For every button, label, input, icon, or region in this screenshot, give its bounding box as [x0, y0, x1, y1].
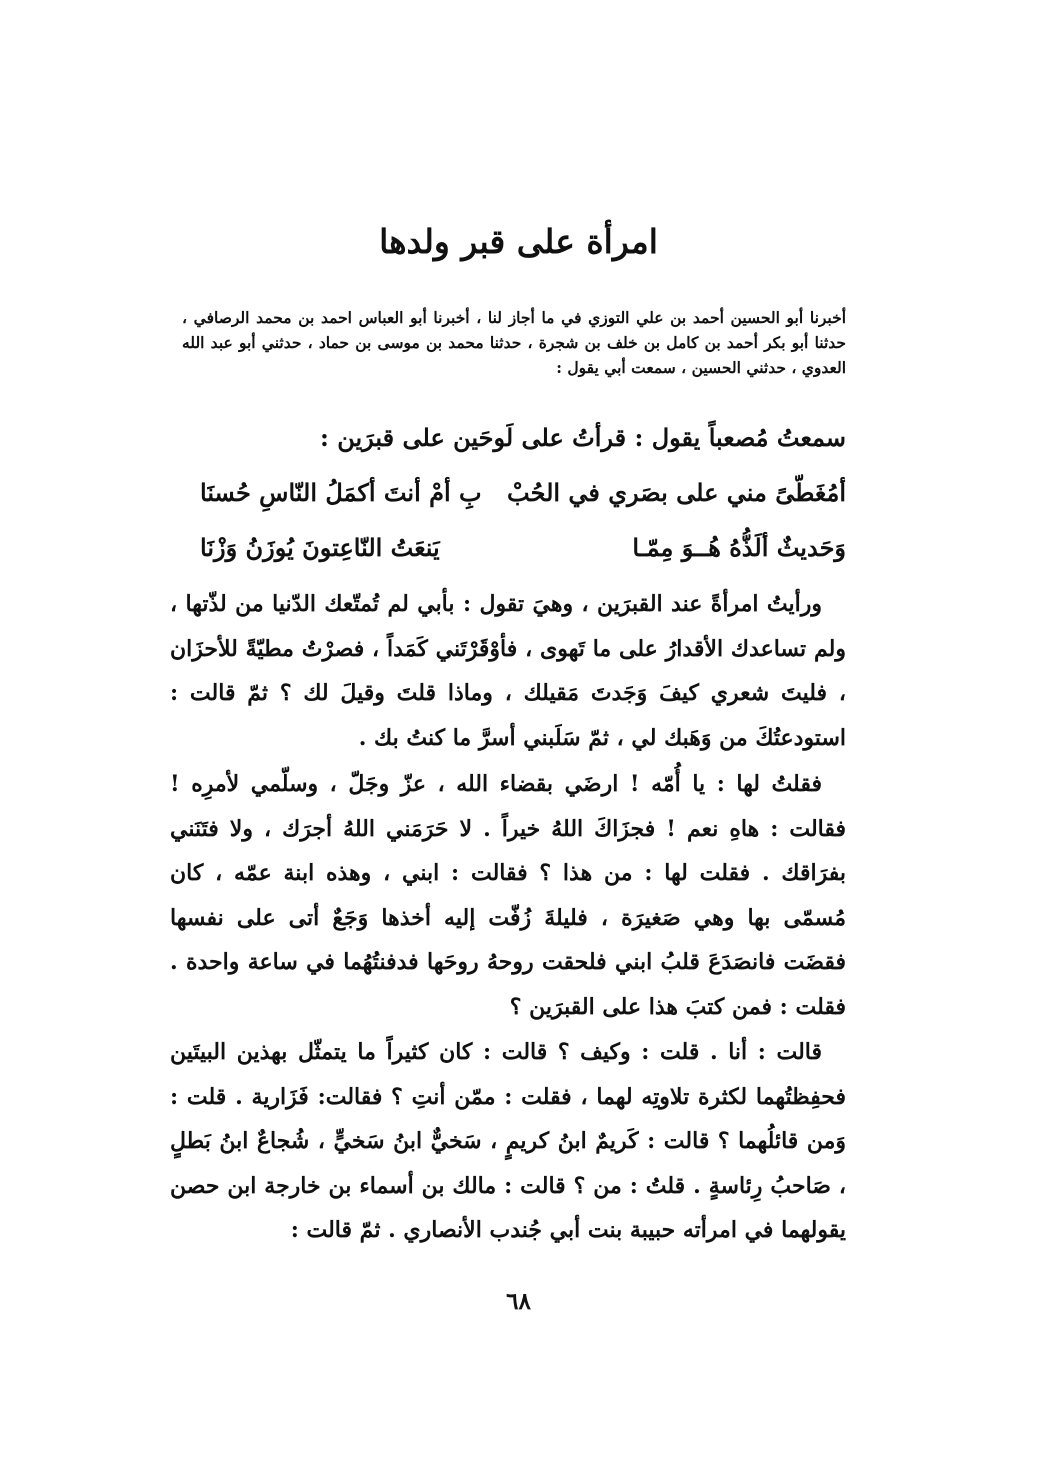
verse-second-hemistich: بِ أمْ أنتَ أكمَلُ النّاسِ حُسنَا: [200, 478, 482, 507]
body-paragraph: قالت : أنا . قلت : وكيف ؟ قالت : كان كثيراً ما يتمثّل بهذين البيتَين فحفِظتُهما لكثرة تلاوتِه لهما ، فقلت : ممّن أنتِ ؟ فقالت: فَزَارية . قلت : وَمن قائلُهما ؟ قالت : كَريمٌ ابنُ كريمٍ ، سَخيٌّ ابنُ سَخيٍّ ، شُجاعٌ ابنُ بَطلٍ ، صَاحبُ رِئاسةٍ . قلتُ : من ؟ قالت : مالك بن أسماء بن خارجة ابن حصن يقولهما في امرأته حبيبة بنت أبي جُندب الأنصاري . ثمّ قالت :: [170, 1039, 846, 1243]
poem-verse: [200, 523, 846, 573]
verse-second-hemistich: يَنعَتُ النّاعِتونَ يُوزَنُ وَزْنَا: [200, 533, 440, 562]
intro-line: سمعتُ مُصعباً يقول : قرأتُ على لَوحَين على قبرَين :: [320, 423, 846, 452]
body-paragraph: فقلتُ لها : يا أُمّه ! ارضَي بقضاء الله ، عزّ وجَلّ ، وسلّمي لأمرِه ! فقالت : هاهِ نعم ! فجزَاكَ اللهُ خيراً . لا حَرَمَني اللهُ أجرَك ، ولا فتَنَني بفرَاقك . فقلت لها : من هذا ؟ فقالت : ابني ، وهذه ابنة عمّه ، كان مُسمّى بها وهي صَغيرَة ، فليلةَ زُفّت إليه أخذها وَجَعٌ أتى على نفسها فقضَت فانصَدَعَ قلبُ ابني فلحقت روحهُ روحَها فدفنتُهُما في ساعة واحدة . فقلت : فمن كتبَ هذا على القبرَين ؟: [170, 771, 846, 1020]
verse-first-hemistich: أمُغَطّىً مني على بصَري في الحُبْ: [507, 478, 846, 507]
chapter-title: امرأة على قبر ولدها: [379, 222, 658, 261]
chain-of-narration: أخبرنا أبو الحسين أحمد بن علي التوزي في ما أجاز لنا ، أخبرنا أبو العباس احمد بن محمد الرصافي ، حدثنا أبو بكر أحمد بن كامل بن خلف بن شجرة ، حدثنا محمد بن موسى بن حماد ، حدثني أبو عبد الله العدوي ، حدثني الحسين ، سمعت أبي يقول :: [182, 308, 847, 377]
page-number: ٦٨: [506, 1288, 531, 1315]
verse-first-hemistich: وَحَديثٌ ألَذُّهُ هُــوَ مِمّـا: [632, 533, 846, 562]
poem-verse: [200, 468, 846, 518]
body-paragraph: ورأيتُ امرأةً عند القبرَين ، وهيَ تقول : بأبي لم تُمتّعك الدّنيا من لذّتها ، ولم تساعدك الأقدارُ على ما تَهوى ، فأوْقَرْتَني كَمَداً ، فصرْتُ مطيّةً للأحزَان ، فليتَ شعري كيفَ وَجَدتَ مَقيلك ، وماذا قلتَ وقيلَ لك ؟ ثمّ قالت : استودعتُكَ من وَهَبك لي ، ثمّ سَلَبني أسرَّ ما كنتُ بك .: [170, 591, 846, 751]
